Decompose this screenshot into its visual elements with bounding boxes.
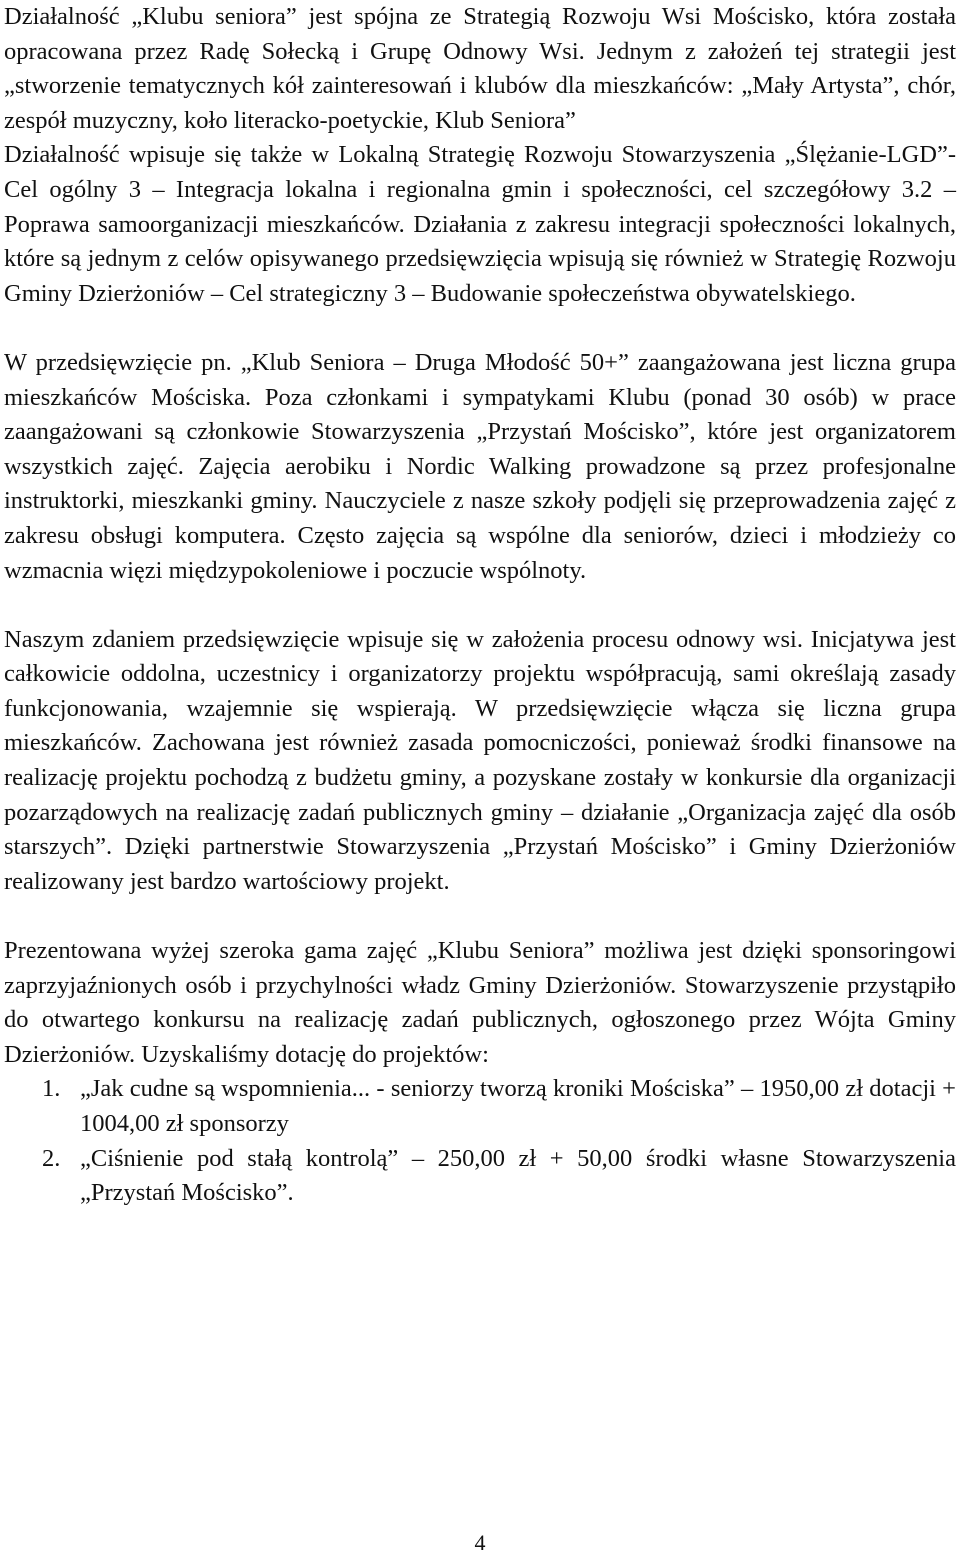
list-item xyxy=(4,1072,956,1141)
list-item-number: 2. xyxy=(42,1144,61,1172)
paragraph-funding: Prezentowana wyżej szeroka gama zajęć „Klubu Seniora” możliwa jest dzięki sponsoringowi zaprzyjaźnionych osób i przychylności władz Gminy Dzierżoniów. Stowarzyszenie przystąpiło do otwartego konkursu na realizację zadań publicznych, ogłoszonego przez Wójta Gminy Dzierżoniów. Uzyskaliśmy dotację do projektów: xyxy=(4,937,956,1068)
paragraph-participants: W przedsięwzięcie pn. „Klub Seniora – Druga Młodość 50+” zaangażowana jest liczna grupa mieszkańców Mościska. Poza członkami i sympatykami Klubu (ponad 30 osób) w prace zaangażowani są członkowie Stowarzyszenia „Przystań Mościsko”, które jest organizatorem wszystkich zajęć. Zajęcia aerobiku i Nordic Walking prowadzone są przez profesjonalne instruktorki, mieszkanki gminy. Nauczyciele z nasze szkoły podjęli się przeprowadzenia zajęć z zakresu obsługi komputera. Często zajęcia są wspólne dla seniorów, dzieci i młodzieży co wzmacnia więzi międzypokoleniowe i poczucie wspólnoty. xyxy=(4,348,956,584)
list-item-text: „Ciśnienie pod stałą kontrolą” – 250,00 zł + 50,00 środki własne Stowarzyszenia „Przystań Mościsko”. xyxy=(80,1144,956,1207)
paragraph-renewal: Naszym zdaniem przedsięwzięcie wpisuje się w założenia procesu odnowy wsi. Inicjatywa jest całkowicie oddolna, uczestnicy i organizatorzy projektu współpracują, sami określają zasady funkcjonowania, wzajemnie się wspierają. W przedsięwzięcie włącza się liczna grupa mieszkańców. Zachowana jest również zasada pomocniczości, ponieważ środki finansowe na realizację projektu pochodzą z budżetu gminy, a pozyskane zostały w konkursie dla organizacji pozarządowych na realizację zadań publicznych gminy – działanie „Organizacja zajęć dla osób starszych”. Dzięki partnerstwie Stowarzyszenia „Przystań Mościsko” i Gminy Dzierżoniów realizowany jest bardzo wartościowy projekt. xyxy=(4,625,956,895)
list-item-number: 1. xyxy=(42,1075,61,1103)
document-page xyxy=(4,0,956,1211)
list-item-text: „Jak cudne są wspomnienia... - seniorzy tworzą kroniki Mościska” – 1950,00 zł dotacji + 1004,00 zł sponsorzy xyxy=(80,1075,956,1137)
list-item xyxy=(4,1142,956,1211)
page-number: 4 xyxy=(474,1530,486,1555)
paragraph-strategy-lgd: Działalność wpisuje się także w Lokalną Strategię Rozwoju Stowarzyszenia „Ślężanie-LGD”- Cel ogólny 3 – Integracja lokalna i regionalna gmin i społeczności, cel szczegółowy 3.2 – Poprawa samoorganizacji mieszkańców. Działania z zakresu integracji społeczności lokalnych, które są jednym z celów opisywanego przedsięwzięcia wpisują się również w Strategię Rozwoju Gminy Dzierżoniów – Cel strategiczny 3 – Budowanie społeczeństwa obywatelskiego. xyxy=(4,141,956,307)
project-list xyxy=(4,1072,956,1210)
paragraph-strategy-wsi: Działalność „Klubu seniora” jest spójna ze Strategią Rozwoju Wsi Mościsko, która została opracowana przez Radę Sołecką i Grupę Odnowy Wsi. Jednym z założeń tej strategii jest „stworzenie tematycznych kół zainteresowań i klubów dla mieszkańców: „Mały Artysta”, chór, zespół muzyczny, koło literacko-poetyckie, Klub Seniora” xyxy=(4,3,956,134)
